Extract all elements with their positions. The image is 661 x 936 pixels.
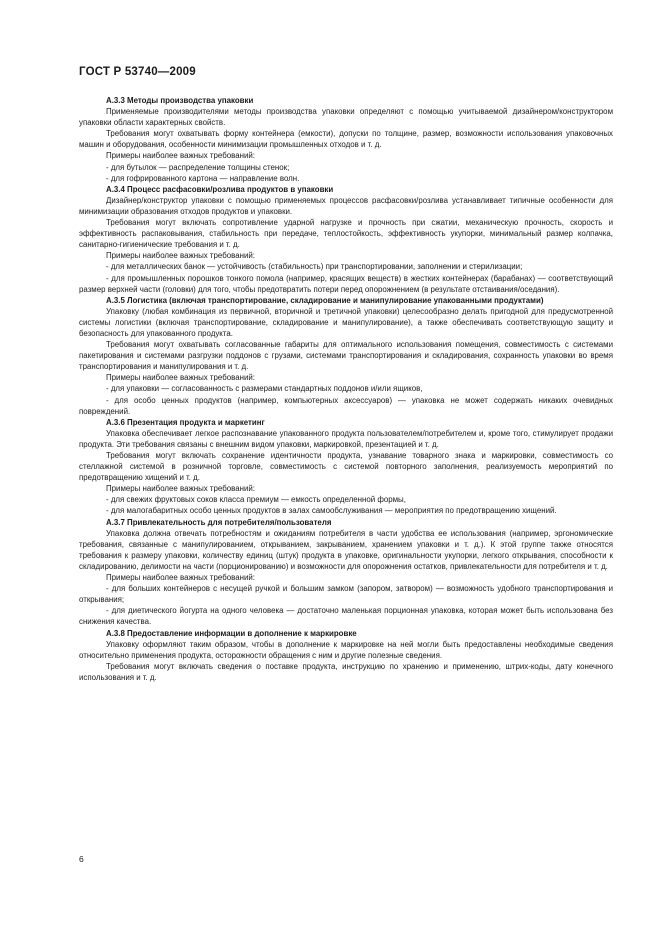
section-heading: А.3.5 Логистика (включая транспортирование, складирование и манипулирование упакованными продуктами) <box>106 295 544 305</box>
list-item: - для особо ценных продуктов (например, компьютерных аксессуаров) — упаковка не может содержать никаких очевидных повреждений. <box>79 395 613 416</box>
section-heading: А.3.8 Предоставление информации в дополнение к маркировке <box>106 628 357 638</box>
list-item: - для бутылок — распределение толщины стенок; <box>106 162 290 172</box>
paragraph: Упаковка обеспечивает легкое распознавание упакованного продукта пользователем/потребителем и, кроме того, стимулирует продажи продукта. Эти требования связаны с внешним видом упаковки, маркировкой, презентацией и т. д. <box>79 428 613 449</box>
paragraph: Применяемые производителями методы производства упаковки определяют с помощью учитываемой дизайнером/конструктором упаковки области характерных свойств. <box>79 107 613 128</box>
list-item: - для упаковки — согласованность с размерами стандартных поддонов и/или ящиков, <box>106 384 423 394</box>
paragraph: Дизайнер/конструктор упаковки с помощью применяемых процессов расфасовки/розлива устанавливает типичные особенности для минимизации образования отходов продуктов и упаковки. <box>79 195 613 216</box>
paragraph: Примеры наиболее важных требований: <box>106 251 255 261</box>
list-item: - для больших контейнеров с несущей ручкой и большим замком (запором, затвором) — возможность удобного транспортирования и открывания; <box>79 584 613 605</box>
paragraph: Упаковка должна отвечать потребностям и ожиданиям потребителя в части удобства ее использования (например, эргономические требования, связанные с манипулированием, открыванием, закрыванием, хранением упаковки и т. д.). К этой группе также относятся требования к размеру упаковки, количеству единиц (штук) продукта в упаковке, оригинальности укупорки, легкого открывания, способности к складированию, делимости на части (порционированию) и возможности для опорожнения остатков, привлекательности для потребителя и т. д. <box>79 528 613 571</box>
paragraph: Требования могут включать сопротивление ударной нагрузке и прочность при сжатии, механическую прочность, скорость и эффективность распаковывания, стабильность при передаче, теплостойкость, эффективность укупорки, минимальный размер колпачка, санитарно-гигиенические требования и т. д. <box>79 218 613 250</box>
document-body <box>79 95 613 683</box>
list-item: - для свежих фруктовых соков класса премиум — емкость определенной формы, <box>106 495 406 505</box>
section-heading: А.3.6 Презентация продукта и маркетинг <box>106 417 265 427</box>
paragraph: Требования могут охватывать согласованные габариты для оптимального использования помещения, совместимость с системами пакетирования и системами разгрузки поддонов с грузами, системами транспортирования и складирования, сохранность упаковки во время транспортирования и манипулирования и т. д. <box>79 340 613 372</box>
paragraph: Требования могут включать сохранение идентичности продукта, узнавание товарного знака и маркировки, совместимость со стеллажной системой в розничной торговле, совместимость с системой повторного заполнения, реализуемость мероприятий по предотвращению хищений и т. д. <box>79 451 613 483</box>
section-heading: А.3.7 Привлекательность для потребителя/пользователя <box>106 517 332 527</box>
document-header: ГОСТ Р 53740—2009 <box>79 66 196 78</box>
paragraph: Примеры наиболее важных требований: <box>106 151 255 161</box>
list-item: - для металлических банок — устойчивость (стабильность) при транспортировании, заполнении и стерилизации; <box>106 262 523 272</box>
paragraph: Примеры наиболее важных требований: <box>106 484 255 494</box>
list-item: - для малогабаритных особо ценных продуктов в залах самообслуживания — мероприятия по предотвращению хищений. <box>106 506 557 516</box>
paragraph: Упаковку оформляют таким образом, чтобы в дополнение к маркировке на ней могли быть предоставлены необходимые сведения относительно применения продукта, осторожности обращения с ним и другие полезные сведения. <box>79 639 613 660</box>
paragraph: Требования могут включать сведения о поставке продукта, инструкцию по хранению и применению, штрих-коды, дату конечного использования и т. д. <box>79 661 613 682</box>
section-heading: А.3.3 Методы производства упаковки <box>106 96 254 105</box>
paragraph: Требования могут охватывать форму контейнера (емкости), допуски по толщине, размер, возможности использования упаковочных машин и оборудования, особенности минимизации промышленных отходов и т. д. <box>79 129 613 150</box>
paragraph: Примеры наиболее важных требований: <box>106 373 255 383</box>
list-item: - для гофрированного картона — направление волн. <box>106 173 300 183</box>
list-item: - для диетического йогурта на одного человека — достаточно маленькая порционная упаковка, которая может быть использована без снижения качества. <box>79 606 613 627</box>
section-heading: А.3.4 Процесс расфасовки/розлива продуктов в упаковки <box>106 184 334 194</box>
paragraph: Упаковку (любая комбинация из первичной, вторичной и третичной упаковки) целесообразно делать пригодной для предусмотренной системы логистики (включая транспортирование, складирование и манипулирование), а также обеспечивать соответствующую защиту и безопасность для упакованного продукта. <box>79 306 613 338</box>
list-item: - для промышленных порошков тонкого помола (например, красящих веществ) в жестких контейнерах (барабанах) — соответствующий размер верхней части (головки) для того, чтобы предотвратить потери перед опорожнением (в результате отстаивания/оседания). <box>79 273 613 294</box>
paragraph: Примеры наиболее важных требований: <box>106 573 255 583</box>
page-number: 6 <box>79 854 84 864</box>
